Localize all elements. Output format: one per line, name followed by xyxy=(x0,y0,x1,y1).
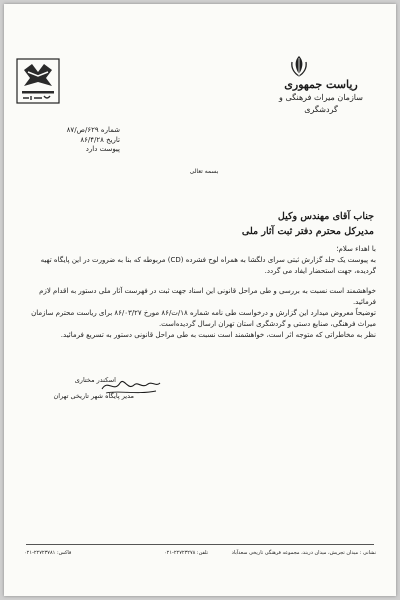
letter-date: تاریخ ۸۶/۴/۲۸ xyxy=(80,135,120,144)
body-paragraph-3: توضیحاً معروض میدارد این گزارش و درخواست طی نامه شماره ۱۸/ت/۸۶ مورخ ۸۶/۰۳/۲۷ برای ریاست محترم سازمان میراث فرهنگی، صنایع دستی و گردشگری استان تهران ارسال گردیده‌است. xyxy=(31,309,376,328)
signatory-name: اسکندر مختاری xyxy=(74,376,116,384)
organization-name: سازمان میراث فرهنگی و گردشگری xyxy=(279,93,363,114)
national-emblem xyxy=(288,54,310,78)
body-paragraph-4: نظر به مخاطراتی که متوجه اثر است، خواهشمند است نسبت به طی مراحل قانونی دستور به تسریع فرمائید. xyxy=(60,331,376,339)
footer-phone: تلفن: ۲۲۷۲۳۲۷۸-۰۲۱ xyxy=(163,550,208,556)
greeting: با اهداء سلام؛ xyxy=(336,245,376,253)
body-paragraph-1: به پیوست یک جلد گزارش ثبتی سرای دلگشا به همراه لوح فشرده (CD) مربوطه که بنا به ضرورت در این پایگاه تهیه گردیده، جهت استحضار ایفاد می گردد. xyxy=(40,256,376,275)
letter-footer xyxy=(24,547,376,559)
heritage-organization-logo xyxy=(16,58,60,104)
addressee-name: جناب آقای مهندس وکیل xyxy=(277,211,374,222)
addressee-title: مدیرکل محترم دفتر ثبت آثار ملی xyxy=(241,226,374,237)
organization-header xyxy=(266,78,376,116)
body-paragraph-2: خواهشمند است نسبت به بررسی و طی مراحل قانونی این اسناد جهت ثبت در فهرست آثار ملی دستور به اقدام لازم فرمائید. xyxy=(39,287,376,306)
presidency-title: ریاست جمهوری xyxy=(284,78,358,91)
opening-invocation: بسمه تعالی xyxy=(189,168,219,175)
letter-page xyxy=(4,4,396,596)
letter-number: شماره ۶۲۹/ص/۸۷ xyxy=(66,126,120,134)
signatory-title: مدیر پایگاه شهر تاریخی تهران xyxy=(53,392,134,400)
addressee-block xyxy=(154,209,374,239)
footer-fax: فاکس: ۲۲۷۲۳۷۸۱-۰۲۱ xyxy=(24,550,72,556)
attachment-note: پیوست دارد xyxy=(85,145,120,153)
footer-divider xyxy=(26,544,374,545)
letter-meta xyxy=(34,126,120,155)
letter-body xyxy=(26,244,376,341)
footer-address: نشانی : میدان تجریش، میدان دربند، مجموعه فرهنگی تاریخی سعدآباد xyxy=(231,550,376,556)
